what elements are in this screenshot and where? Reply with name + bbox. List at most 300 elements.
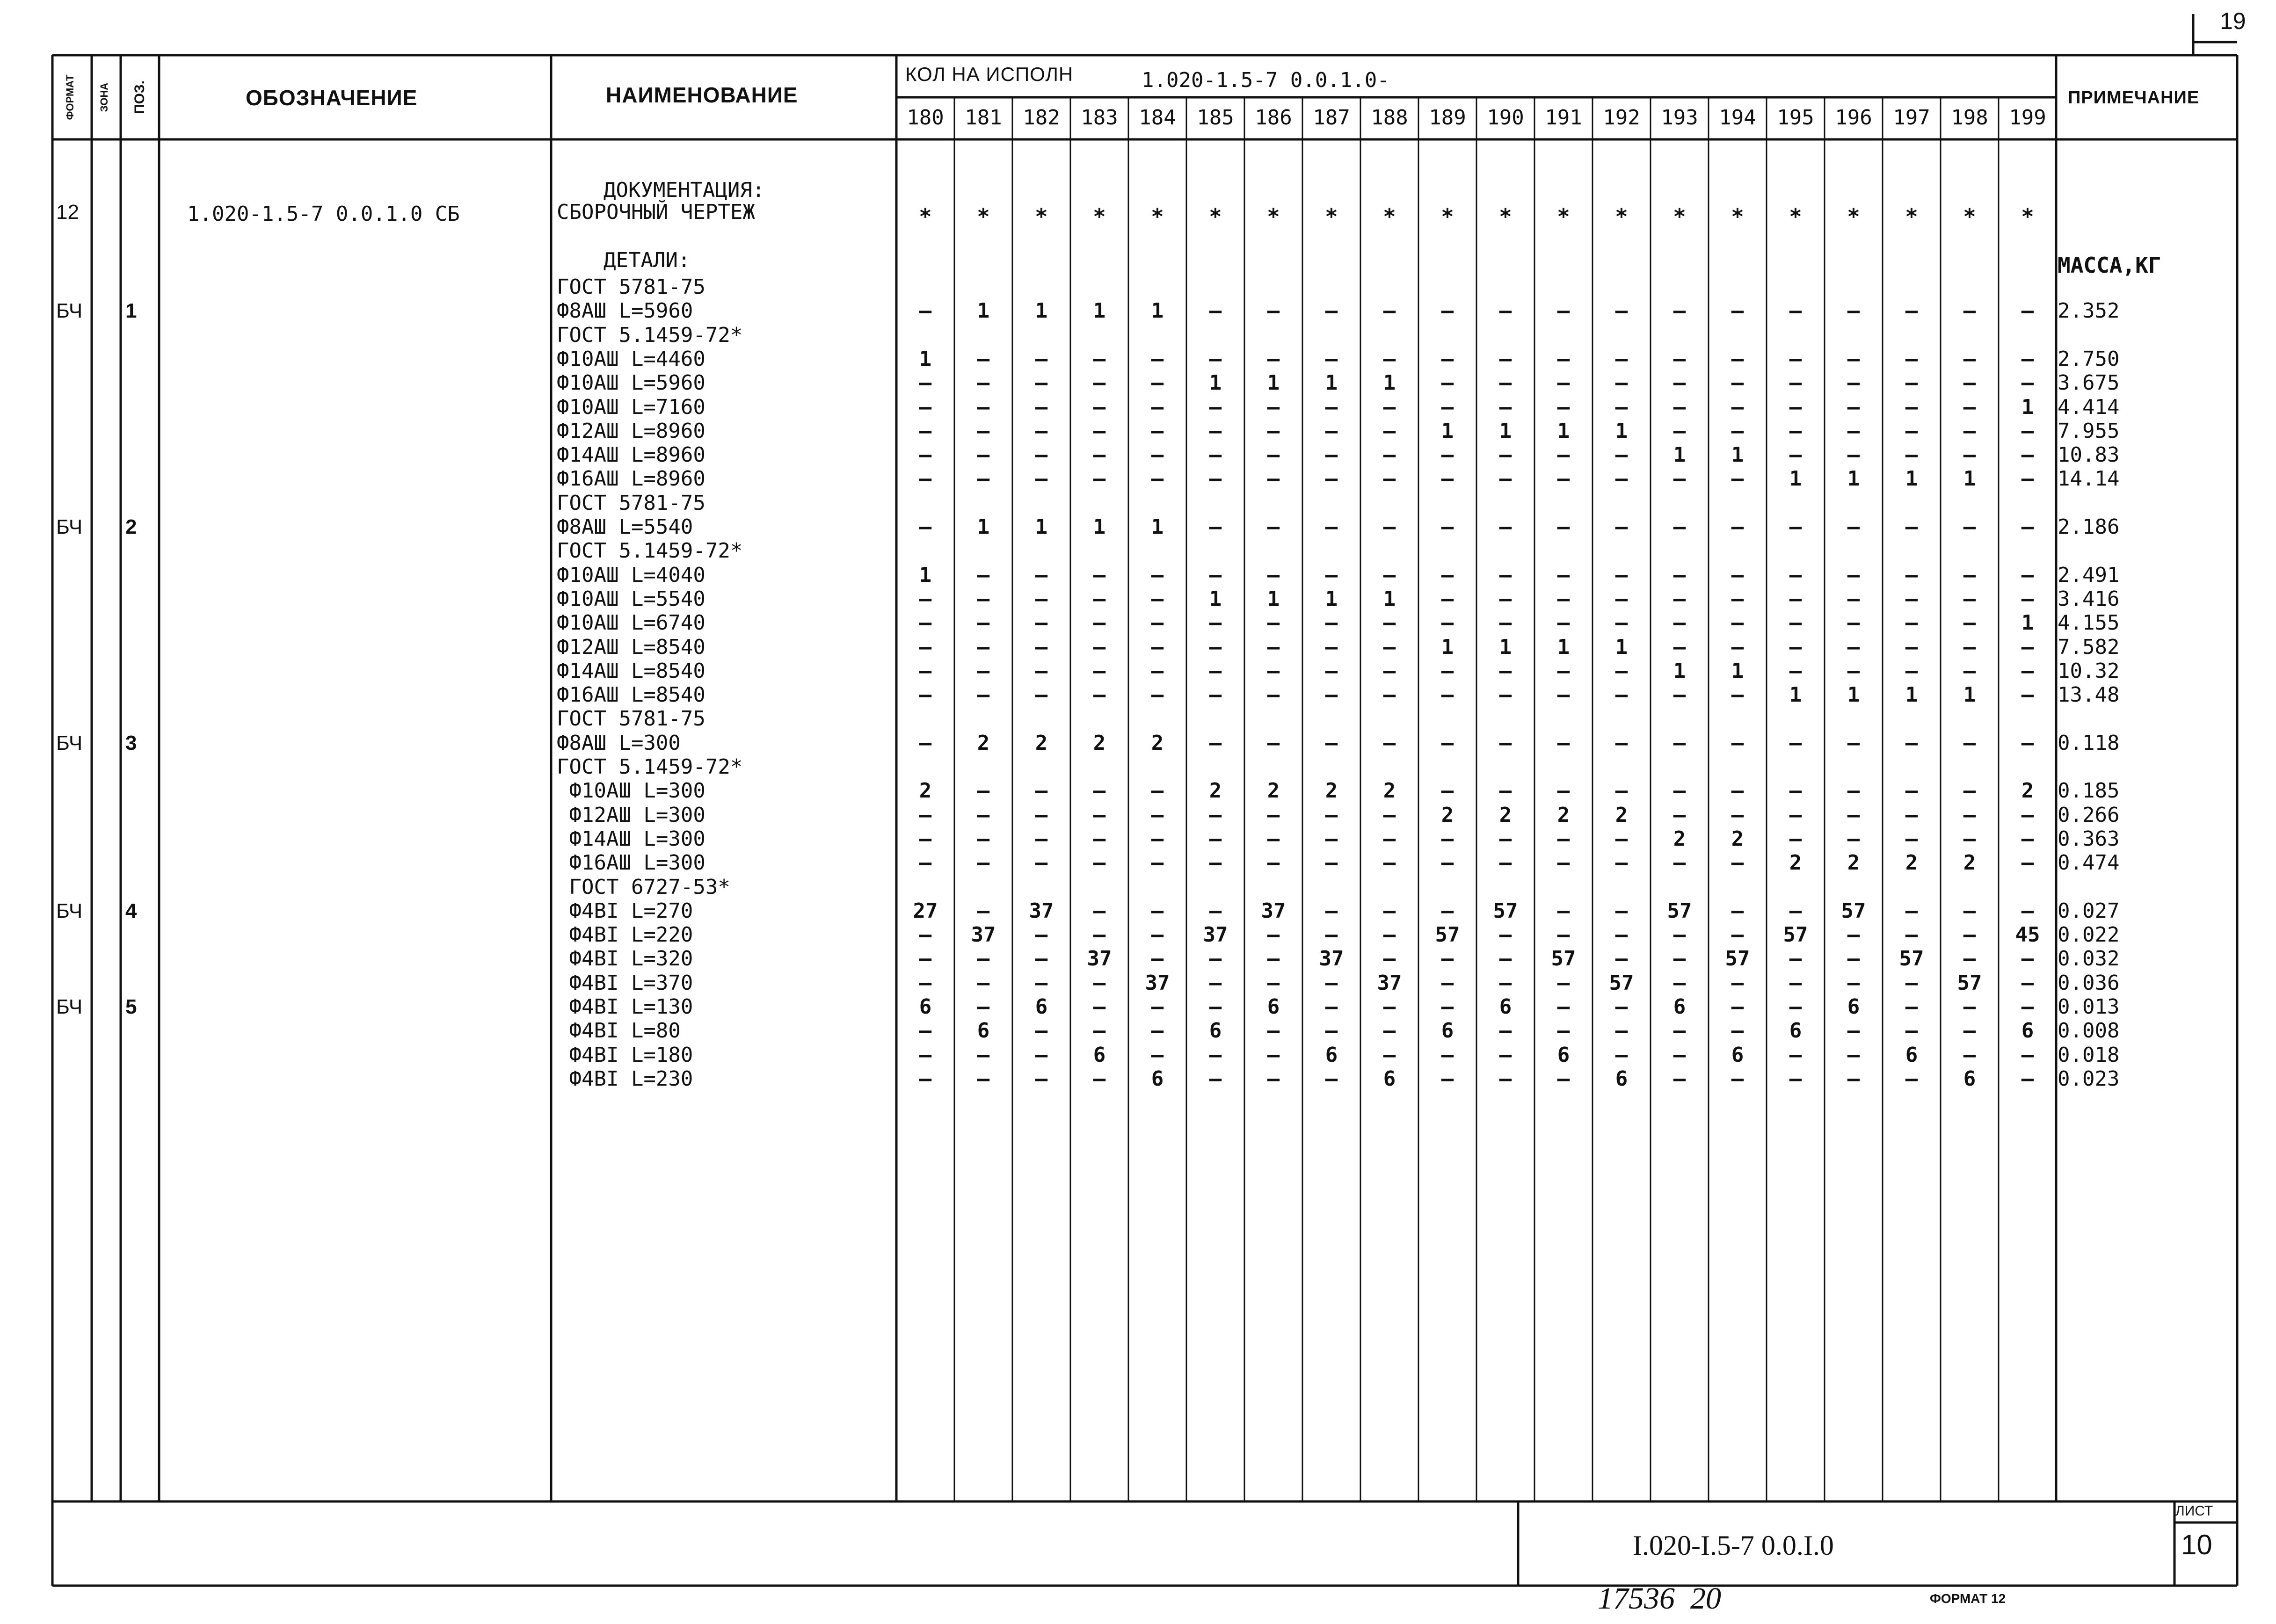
qty-cell: – — [1267, 659, 1280, 683]
row-name: Ф14АШ L=8540 — [557, 659, 705, 683]
qty-cell: – — [1151, 419, 1164, 443]
qty-cell: – — [1093, 1019, 1106, 1043]
qty-cell: – — [1441, 395, 1454, 419]
qty-cell: – — [1673, 683, 1686, 707]
qty-cell: – — [1789, 443, 1802, 467]
qty-cell: – — [1151, 923, 1164, 947]
qty-cell: – — [1789, 611, 1802, 635]
qty-cell: – — [1151, 587, 1164, 611]
qty-cell: 6 — [1383, 1066, 1396, 1091]
qty-cell: – — [1267, 443, 1280, 467]
qty-cell: – — [2021, 587, 2034, 611]
doc-mark: * — [1615, 204, 1628, 229]
doc-mark: * — [1325, 204, 1338, 229]
qty-cell: – — [1905, 395, 1918, 419]
qty-cell: – — [2021, 683, 2034, 707]
qty-cell: – — [1441, 947, 1454, 971]
qty-cell: – — [1673, 1019, 1686, 1043]
col-num: 199 — [2009, 106, 2046, 130]
qty-cell: – — [1441, 995, 1454, 1019]
qty-cell: 1 — [1789, 467, 1802, 491]
qty-cell: – — [919, 659, 932, 683]
qty-cell: – — [1557, 731, 1570, 755]
qty-cell: – — [1499, 923, 1512, 947]
row-name: Ф12АШ L=8960 — [557, 419, 705, 443]
qty-cell: 27 — [913, 899, 938, 923]
row-name: Ф16АШ L=8540 — [557, 683, 705, 707]
qty-cell: – — [977, 443, 990, 467]
qty-cell: – — [1847, 923, 1860, 947]
qty-cell: – — [1035, 419, 1048, 443]
stamp-list-label: ЛИСТ — [2175, 1503, 2213, 1519]
table-row — [0, 875, 2276, 899]
qty-cell: – — [919, 467, 932, 491]
qty-cell: – — [1035, 1019, 1048, 1043]
qty-cell: – — [1789, 635, 1802, 659]
qty-cell: – — [1673, 1043, 1686, 1067]
qty-cell: – — [1325, 1066, 1338, 1091]
row-mass: 2.186 — [2058, 515, 2120, 539]
qty-cell: – — [2021, 826, 2034, 851]
qty-cell: – — [977, 1066, 990, 1091]
table-row — [0, 347, 2276, 371]
qty-cell: – — [1093, 467, 1106, 491]
qty-cell: – — [1731, 395, 1744, 419]
qty-cell: 1 — [1615, 635, 1628, 659]
qty-cell: – — [1557, 659, 1570, 683]
qty-cell: – — [1789, 515, 1802, 539]
qty-cell: – — [1325, 395, 1338, 419]
qty-cell: – — [1267, 467, 1280, 491]
qty-cell: – — [1035, 347, 1048, 371]
doc-mark: * — [977, 204, 990, 229]
qty-cell: – — [1267, 611, 1280, 635]
qty-cell: 6 — [1905, 1043, 1918, 1067]
qty-cell: 6 — [2021, 1019, 2034, 1043]
qty-cell: – — [977, 971, 990, 995]
qty-cell: – — [1557, 299, 1570, 323]
qty-cell: 2 — [1093, 731, 1106, 755]
row-name: Ф4ВI L=80 — [557, 1019, 681, 1043]
qty-cell: – — [1035, 826, 1048, 851]
details-label: ДЕТАЛИ: — [604, 248, 691, 272]
qty-cell: – — [1499, 443, 1512, 467]
qty-cell: – — [1093, 851, 1106, 875]
qty-cell: – — [1963, 563, 1976, 587]
qty-cell: – — [1731, 347, 1744, 371]
qty-cell: – — [2021, 563, 2034, 587]
table-row — [0, 515, 2276, 539]
qty-cell: – — [1383, 923, 1396, 947]
qty-cell: – — [1093, 587, 1106, 611]
qty-cell: – — [1731, 299, 1744, 323]
qty-cell: 1 — [1963, 683, 1976, 707]
qty-cell: – — [1789, 899, 1802, 923]
qty-cell: – — [1731, 683, 1744, 707]
qty-cell: – — [1731, 371, 1744, 395]
qty-cell: – — [977, 779, 990, 803]
col-num: 186 — [1255, 106, 1292, 130]
col-num: 191 — [1545, 106, 1582, 130]
row-position: 2 — [125, 515, 137, 538]
qty-cell: – — [1035, 587, 1048, 611]
qty-cell: – — [1325, 1019, 1338, 1043]
qty-cell: – — [1093, 971, 1106, 995]
qty-cell: – — [1383, 731, 1396, 755]
qty-cell: – — [977, 347, 990, 371]
row-name: Ф16АШ L=8960 — [557, 467, 705, 491]
qty-cell: – — [1151, 826, 1164, 851]
qty-cell: – — [919, 611, 932, 635]
row-mass: 7.955 — [2058, 419, 2120, 443]
qty-cell: – — [1093, 779, 1106, 803]
qty-cell: – — [1035, 563, 1048, 587]
qty-cell: 6 — [1963, 1066, 1976, 1091]
qty-cell: – — [977, 611, 990, 635]
qty-cell: 2 — [1615, 803, 1628, 827]
qty-cell: – — [1325, 923, 1338, 947]
qty-cell: – — [1383, 659, 1396, 683]
col-num: 189 — [1429, 106, 1466, 130]
doc-mark: * — [1441, 204, 1454, 229]
qty-cell: 2 — [1731, 826, 1744, 851]
qty-cell: – — [1557, 1019, 1570, 1043]
table-row — [0, 275, 2276, 299]
qty-cell: – — [1557, 826, 1570, 851]
qty-cell: – — [1441, 587, 1454, 611]
row-name: Ф10АШ L=7160 — [557, 395, 705, 419]
qty-cell: – — [1731, 587, 1744, 611]
qty-cell: – — [1035, 395, 1048, 419]
qty-cell: – — [1557, 611, 1570, 635]
qty-cell: – — [977, 683, 990, 707]
qty-cell: – — [1499, 1019, 1512, 1043]
qty-cell: – — [1731, 1019, 1744, 1043]
doc-mark: * — [919, 204, 932, 229]
col-num: 181 — [965, 106, 1002, 130]
row-mass: 0.022 — [2058, 923, 2120, 947]
sheet-number: 19 — [2220, 8, 2246, 34]
col-num: 180 — [907, 106, 944, 130]
qty-cell: – — [1209, 683, 1222, 707]
doc-mark: * — [1267, 204, 1280, 229]
qty-cell: – — [1905, 923, 1918, 947]
row-name: Ф8АШ L=5540 — [557, 515, 693, 539]
qty-cell: – — [1035, 443, 1048, 467]
row-mass: 10.83 — [2058, 443, 2120, 467]
qty-cell: – — [977, 635, 990, 659]
qty-cell: – — [1441, 1066, 1454, 1091]
row-mass: 2.352 — [2058, 299, 2120, 323]
qty-cell: – — [1615, 899, 1628, 923]
doc-mark: * — [1093, 204, 1106, 229]
qty-cell: – — [1905, 419, 1918, 443]
qty-cell: 1 — [1035, 515, 1048, 539]
qty-cell: – — [1557, 371, 1570, 395]
table-row — [0, 395, 2276, 419]
table-row — [0, 995, 2276, 1019]
qty-cell: – — [977, 803, 990, 827]
row-name: ГОСТ 5781-75 — [557, 491, 705, 515]
qty-cell: – — [2021, 1066, 2034, 1091]
doc-mark: * — [1847, 204, 1860, 229]
table-row — [0, 683, 2276, 707]
qty-cell: – — [1731, 803, 1744, 827]
qty-cell: – — [1731, 419, 1744, 443]
qty-cell: 57 — [1783, 923, 1808, 947]
row-format: БЧ — [56, 299, 83, 323]
qty-cell: – — [1731, 515, 1744, 539]
row-format: БЧ — [56, 515, 83, 538]
qty-cell: – — [2021, 371, 2034, 395]
col-num: 190 — [1487, 106, 1524, 130]
qty-cell: – — [1441, 971, 1454, 995]
qty-cell: – — [1963, 779, 1976, 803]
qty-cell: – — [1789, 419, 1802, 443]
qty-cell: – — [1383, 611, 1396, 635]
qty-cell: – — [1673, 299, 1686, 323]
qty-cell: – — [1035, 371, 1048, 395]
qty-cell: – — [1731, 467, 1744, 491]
header-note: ПРИМЕЧАНИЕ — [2068, 88, 2200, 108]
qty-cell: – — [1905, 611, 1918, 635]
qty-cell: – — [1441, 731, 1454, 755]
qty-cell: – — [2021, 947, 2034, 971]
qty-cell: – — [1151, 1019, 1164, 1043]
row-mass: 4.155 — [2058, 611, 2120, 635]
qty-cell: – — [1209, 347, 1222, 371]
qty-cell: – — [1209, 1066, 1222, 1091]
qty-cell: – — [1383, 467, 1396, 491]
qty-cell: – — [1499, 659, 1512, 683]
qty-cell: – — [1093, 899, 1106, 923]
row-mass: 0.266 — [2058, 803, 2120, 827]
qty-cell: – — [1035, 467, 1048, 491]
qty-cell: – — [1905, 659, 1918, 683]
qty-cell: – — [1557, 971, 1570, 995]
qty-cell: – — [1383, 515, 1396, 539]
qty-cell: – — [1731, 563, 1744, 587]
qty-cell: – — [919, 587, 932, 611]
doc-mark: * — [1499, 204, 1512, 229]
qty-cell: – — [1093, 1066, 1106, 1091]
table-row — [0, 419, 2276, 443]
document-format: 12 — [56, 201, 79, 224]
qty-cell: 1 — [1847, 683, 1860, 707]
qty-cell: – — [1035, 611, 1048, 635]
qty-cell: – — [1035, 1043, 1048, 1067]
row-mass: 3.675 — [2058, 371, 2120, 395]
qty-cell: – — [1499, 779, 1512, 803]
row-format: БЧ — [56, 731, 83, 754]
qty-cell: – — [919, 947, 932, 971]
qty-cell: – — [1789, 371, 1802, 395]
qty-cell: – — [1789, 347, 1802, 371]
qty-cell: – — [1441, 611, 1454, 635]
col-num: 192 — [1603, 106, 1640, 130]
col-num: 183 — [1081, 106, 1118, 130]
qty-cell: – — [1383, 635, 1396, 659]
qty-cell: – — [1905, 1019, 1918, 1043]
row-mass: 0.032 — [2058, 947, 2120, 971]
row-name: Ф10АШ L=6740 — [557, 611, 705, 635]
qty-cell: – — [977, 851, 990, 875]
qty-cell: 6 — [1615, 1066, 1628, 1091]
qty-cell: – — [1615, 779, 1628, 803]
qty-cell: – — [1093, 659, 1106, 683]
qty-cell: – — [1383, 803, 1396, 827]
qty-cell: – — [1325, 611, 1338, 635]
qty-cell: – — [1267, 419, 1280, 443]
qty-cell: – — [1325, 995, 1338, 1019]
qty-cell: – — [919, 803, 932, 827]
qty-cell: – — [1209, 611, 1222, 635]
qty-cell: – — [919, 971, 932, 995]
qty-cell: 57 — [1725, 947, 1750, 971]
qty-cell: – — [2021, 851, 2034, 875]
qty-cell: – — [919, 515, 932, 539]
qty-cell: 57 — [1841, 899, 1866, 923]
qty-cell: – — [919, 683, 932, 707]
qty-cell: – — [1093, 826, 1106, 851]
qty-cell: – — [1035, 779, 1048, 803]
qty-cell: 2 — [1267, 779, 1280, 803]
qty-cell: 1 — [1325, 587, 1338, 611]
qty-cell: – — [1151, 467, 1164, 491]
qty-cell: – — [977, 947, 990, 971]
qty-cell: – — [1383, 826, 1396, 851]
qty-cell: 1 — [1905, 683, 1918, 707]
inventory-number: 17536 20 — [1598, 1581, 1721, 1616]
row-format: БЧ — [56, 899, 83, 922]
document-line1: ДОКУМЕНТАЦИЯ: — [604, 178, 765, 202]
qty-cell: – — [1673, 419, 1686, 443]
table-row — [0, 755, 2276, 779]
qty-cell: 1 — [1731, 659, 1744, 683]
qty-cell: 1 — [1209, 587, 1222, 611]
table-row — [0, 539, 2276, 563]
qty-cell: – — [1499, 826, 1512, 851]
qty-cell: – — [1499, 683, 1512, 707]
qty-cell: – — [1209, 947, 1222, 971]
qty-cell: – — [1383, 347, 1396, 371]
qty-cell: – — [1383, 443, 1396, 467]
qty-cell: – — [1557, 683, 1570, 707]
qty-cell: – — [1963, 587, 1976, 611]
qty-cell: – — [1673, 395, 1686, 419]
qty-cell: – — [1151, 659, 1164, 683]
header-qty-label: КОЛ НА ИСПОЛН — [905, 63, 1074, 85]
qty-cell: – — [1151, 995, 1164, 1019]
table-row — [0, 899, 2276, 923]
qty-cell: – — [1267, 851, 1280, 875]
qty-cell: – — [1673, 611, 1686, 635]
document-line2: СБОРОЧНЫЙ ЧЕРТЕЖ — [557, 200, 755, 224]
qty-cell: – — [919, 635, 932, 659]
qty-cell: – — [1673, 923, 1686, 947]
qty-cell: 2 — [1035, 731, 1048, 755]
qty-cell: – — [1035, 947, 1048, 971]
qty-cell: – — [1789, 1066, 1802, 1091]
row-mass: 0.185 — [2058, 779, 2120, 803]
row-mass: 10.32 — [2058, 659, 2120, 683]
qty-cell: – — [1093, 995, 1106, 1019]
qty-cell: – — [977, 826, 990, 851]
qty-cell: – — [1963, 826, 1976, 851]
qty-cell: 6 — [1731, 1043, 1744, 1067]
qty-cell: – — [1847, 635, 1860, 659]
row-position: 3 — [125, 731, 137, 754]
table-row — [0, 491, 2276, 515]
qty-cell: – — [1731, 995, 1744, 1019]
qty-cell: – — [1325, 683, 1338, 707]
qty-cell: – — [1441, 683, 1454, 707]
qty-cell: – — [1209, 995, 1222, 1019]
qty-cell: – — [1615, 995, 1628, 1019]
qty-cell: – — [1093, 923, 1106, 947]
qty-cell: – — [1209, 443, 1222, 467]
qty-cell: – — [1267, 515, 1280, 539]
qty-cell: – — [1151, 395, 1164, 419]
qty-cell: – — [1557, 587, 1570, 611]
qty-cell: – — [1267, 947, 1280, 971]
qty-cell: – — [1905, 731, 1918, 755]
row-name: Ф4ВI L=220 — [557, 923, 693, 947]
qty-cell: 1 — [1267, 371, 1280, 395]
qty-cell: – — [1905, 971, 1918, 995]
row-name: Ф4ВI L=370 — [557, 971, 693, 995]
qty-cell: 2 — [1151, 731, 1164, 755]
qty-cell: 6 — [1035, 995, 1048, 1019]
qty-cell: – — [1963, 1043, 1976, 1067]
qty-cell: – — [1963, 731, 1976, 755]
qty-cell: – — [1847, 347, 1860, 371]
qty-cell: – — [2021, 347, 2034, 371]
qty-cell: – — [1267, 683, 1280, 707]
qty-cell: – — [1093, 683, 1106, 707]
qty-cell: – — [1325, 635, 1338, 659]
table-row — [0, 587, 2276, 611]
qty-cell: – — [1209, 635, 1222, 659]
table-row — [0, 443, 2276, 467]
qty-cell: 1 — [1499, 419, 1512, 443]
qty-cell: – — [1093, 395, 1106, 419]
doc-mark: * — [1905, 204, 1918, 229]
table-row — [0, 851, 2276, 875]
qty-cell: – — [1441, 899, 1454, 923]
qty-cell: – — [1325, 851, 1338, 875]
qty-cell: – — [1673, 467, 1686, 491]
qty-cell: – — [1905, 515, 1918, 539]
qty-cell: – — [1209, 659, 1222, 683]
doc-mark: * — [1557, 204, 1570, 229]
doc-mark: * — [1035, 204, 1048, 229]
qty-cell: – — [1325, 347, 1338, 371]
qty-cell: 1 — [1557, 419, 1570, 443]
row-mass: 0.013 — [2058, 995, 2120, 1019]
qty-cell: 1 — [1383, 371, 1396, 395]
qty-cell: – — [1093, 611, 1106, 635]
qty-cell: – — [1267, 971, 1280, 995]
qty-cell: – — [1789, 779, 1802, 803]
document-designation: 1.020-1.5-7 0.0.1.0 СБ — [187, 202, 460, 226]
qty-cell: 2 — [1905, 851, 1918, 875]
table-row — [0, 827, 2276, 851]
qty-cell: 1 — [1963, 467, 1976, 491]
doc-mark: * — [1731, 204, 1744, 229]
doc-mark: * — [1209, 204, 1222, 229]
qty-cell: – — [1963, 923, 1976, 947]
